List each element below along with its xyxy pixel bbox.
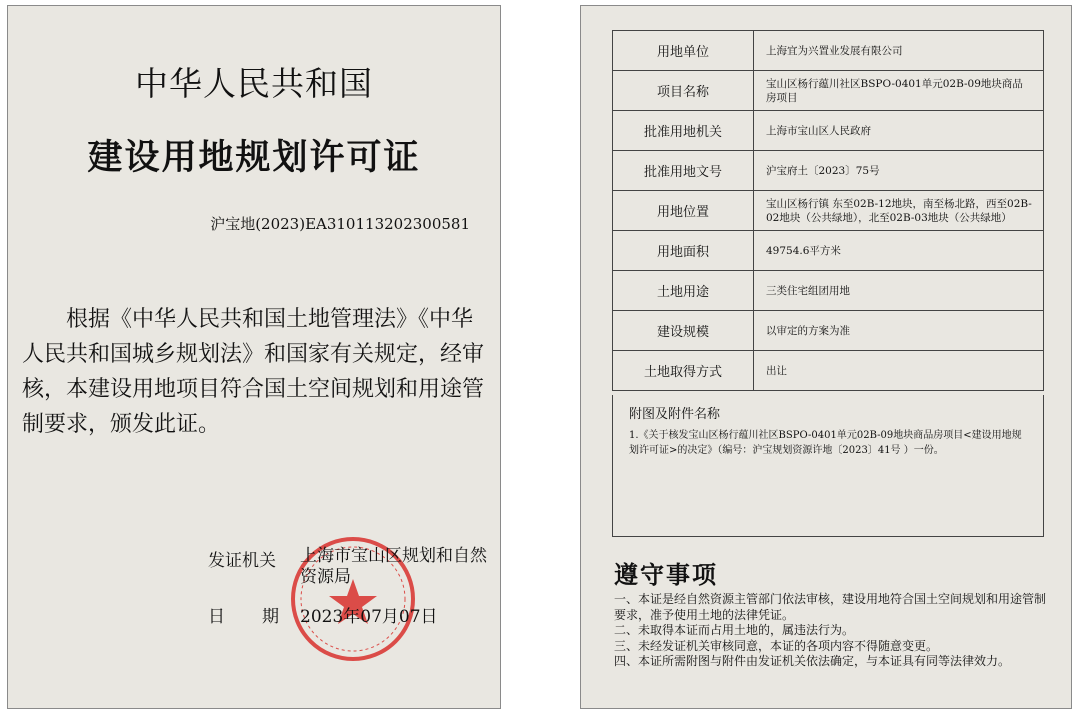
row-value: 上海市宝山区人民政府 bbox=[754, 111, 1044, 151]
table-row bbox=[613, 351, 1044, 391]
table-row bbox=[613, 111, 1044, 151]
row-label: 批准用地机关 bbox=[613, 111, 754, 151]
date-label-period: 期 bbox=[262, 607, 279, 627]
row-value: 以审定的方案为准 bbox=[754, 311, 1044, 351]
issue-date: 2023年07月07日 bbox=[300, 607, 438, 627]
certificate-front-page bbox=[7, 5, 501, 709]
table-row bbox=[613, 151, 1044, 191]
row-value: 宝山区杨行蕴川社区BSPO-0401单元02B-09地块商品房项目 bbox=[754, 71, 1044, 111]
row-label: 土地取得方式 bbox=[613, 351, 754, 391]
table-row bbox=[613, 311, 1044, 351]
row-value: 宝山区杨行镇 东至02B-12地块，南至杨北路，西至02B-02地块（公共绿地），北至02B-03地块（公共绿地） bbox=[754, 191, 1044, 231]
attachments-title: 附图及附件名称 bbox=[629, 407, 721, 422]
row-label: 项目名称 bbox=[613, 71, 754, 111]
attachments-section bbox=[612, 395, 1044, 537]
row-label: 用地位置 bbox=[613, 191, 754, 231]
row-label: 建设规模 bbox=[613, 311, 754, 351]
table-row bbox=[613, 31, 1044, 71]
table-row bbox=[613, 71, 1044, 111]
row-label: 用地单位 bbox=[613, 31, 754, 71]
row-label: 批准用地文号 bbox=[613, 151, 754, 191]
certificate-title: 建设用地规划许可证 bbox=[87, 137, 421, 178]
table-row bbox=[613, 271, 1044, 311]
row-value: 49754.6平方米 bbox=[754, 231, 1044, 271]
attachments-text: 1.《关于核发宝山区杨行蕴川社区BSPO-0401单元02B-09地块商品房项目<建设用地规划许可证>的决定》（编号：沪宝规划资源许地〔2023〕41号 ）一份。 bbox=[629, 430, 1022, 456]
land-info-table bbox=[612, 30, 1044, 391]
row-value: 三类住宅组团用地 bbox=[754, 271, 1044, 311]
row-value: 出让 bbox=[754, 351, 1044, 391]
rule-item: 三、未经发证机关审核同意，本证的各项内容不得随意变更。 bbox=[614, 638, 939, 653]
rules-list bbox=[614, 592, 1049, 670]
table-row bbox=[613, 231, 1044, 271]
rule-item: 一、本证是经自然资源主管部门依法审核，建设用地符合国土空间规划和用途管制要求，准予使用土地的法律凭证。 bbox=[614, 592, 1047, 622]
issuer-label: 发证机关 bbox=[208, 551, 276, 571]
certificate-body-text: 根据《中华人民共和国土地管理法》《中华人民共和国城乡规划法》和国家有关规定，经审核，本建设用地项目符合国土空间规划和用途管制要求，颁发此证。 bbox=[22, 307, 485, 437]
country-name: 中华人民共和国 bbox=[135, 64, 373, 103]
table-row bbox=[613, 191, 1044, 231]
certificate-number: 沪宝地(2023)EA310113202300581 bbox=[210, 215, 470, 233]
rule-item: 二、未取得本证而占用土地的，属违法行为。 bbox=[614, 623, 855, 637]
rule-item: 四、本证所需附图与附件由发证机关依法确定，与本证具有同等法律效力。 bbox=[614, 654, 1011, 668]
row-value: 上海宜为兴置业发展有限公司 bbox=[754, 31, 1044, 71]
date-label-day: 日 bbox=[208, 607, 225, 627]
row-label: 用地面积 bbox=[613, 231, 754, 271]
issuer-value: 上海市宝山区规划和自然资源局 bbox=[300, 546, 487, 587]
row-label: 土地用途 bbox=[613, 271, 754, 311]
rules-title: 遵守事项 bbox=[614, 560, 718, 589]
row-value: 沪宝府土〔2023〕75号 bbox=[754, 151, 1044, 191]
certificate-back-page bbox=[580, 5, 1072, 709]
